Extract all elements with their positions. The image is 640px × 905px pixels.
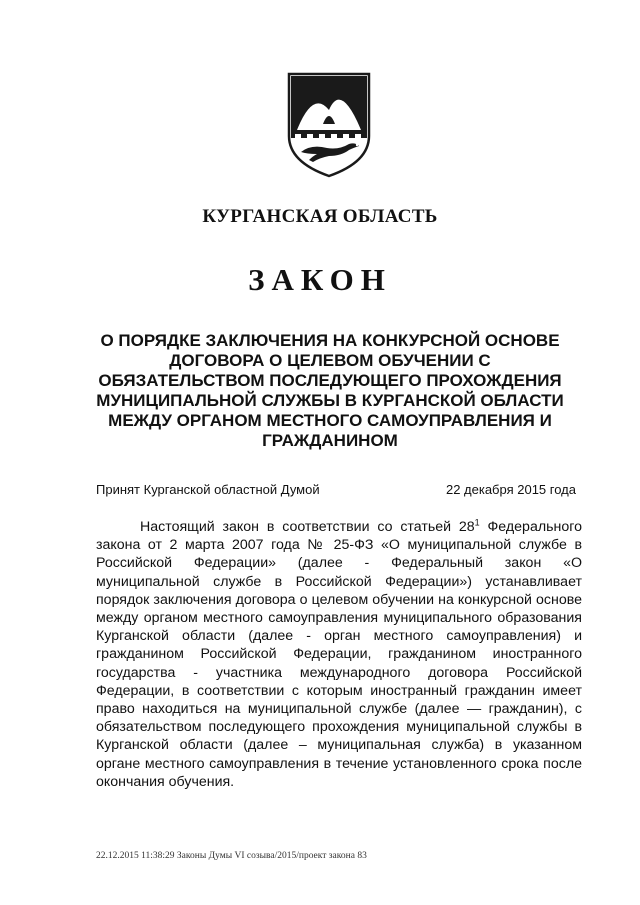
law-title: О ПОРЯДКЕ ЗАКЛЮЧЕНИЯ НА КОНКУРСНОЙ ОСНОВЕ ДОГОВОРА О ЦЕЛЕВОМ ОБУЧЕНИИ С ОБЯЗАТЕЛЬСТВОМ ПОСЛЕДУЮЩЕГО ПРОХОЖДЕНИЯ МУНИЦИПАЛЬНОЙ СЛУЖБЫ В КУРГАНСКОЙ ОБЛАСТИ МЕЖДУ ОРГАНОМ МЕСТНОГО САМОУПРАВЛЕНИЯ И ГРАЖДАНИНОМ: [96, 331, 564, 450]
coat-of-arms-icon: [283, 70, 375, 180]
article-superscript: 1: [474, 517, 480, 528]
body-text-part1: Настоящий закон в соответствии со статьей 28: [140, 519, 475, 535]
body-text-part2: Федерального закона от 2 марта 2007 года № 25-ФЗ «О муниципальной службе в Российской Федерации» (далее - Федеральный закон «О муниципальной службе в Российской Федерации») устанавливает порядок заключения договора о целевом обучении на конкурсной основе между органом местного самоуправления муниципального образования Курганской области (далее - орган местного самоуправления) и гражданином Российской Федерации, гражданином иностранного государства - участника международного договора Российской Федерации, в соответствии с которым иностранный гражданин имеет право находиться на муниципальной службе (далее — гражданин), с обязательством последующего прохождения муниципальной службы в Курганской области (далее – муниципальная служба) в указанном органе местного самоуправления в течение установленного срока после окончания обучения.: [96, 519, 582, 790]
footer-stamp: 22.12.2015 11:38:29 Законы Думы VI созыва/2015/проект закона 83: [96, 851, 367, 861]
body-paragraph: [96, 518, 582, 791]
document-type-heading: ЗАКОН: [248, 262, 392, 297]
adoption-date: 22 декабря 2015 года: [445, 482, 576, 497]
adopted-by: Принят Курганской областной Думой: [96, 482, 320, 497]
adoption-line: [96, 482, 576, 497]
region-heading: КУРГАНСКАЯ ОБЛАСТЬ: [202, 206, 438, 227]
